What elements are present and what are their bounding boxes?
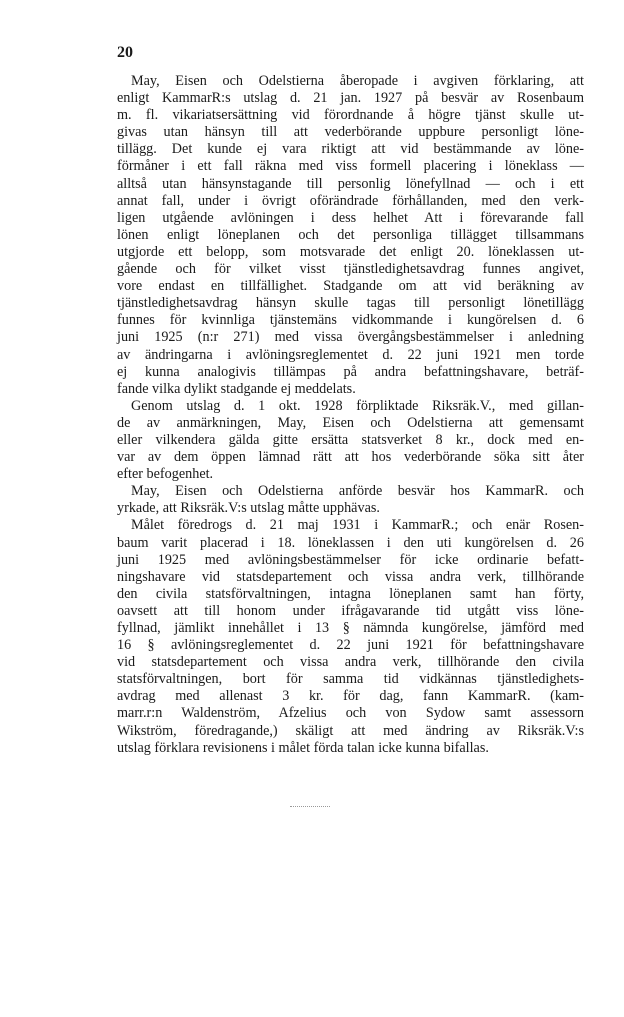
text-line: förmåner i ett fall räkna med viss formell placering i löneklass — xyxy=(117,158,584,175)
text-line: oavsett att till honom under ifrågavarande tid utgått viss löne- xyxy=(117,602,584,619)
text-line: juni 1925 (n:r 271) med vissa övergångsbestämmelser i anledning xyxy=(117,329,584,346)
text-line: 16 § avlöningsreglementet d. 22 juni 1921 för befattningshavare xyxy=(117,637,584,654)
text-line: May, Eisen och Odelstierna åberopade i avgiven förklaring, att xyxy=(131,73,584,89)
text-line: givas utan hänsyn till att vederbörande uppbure personligt löne- xyxy=(117,124,584,141)
text-line: ningshavare vid statsdepartement och vissa andra verk, tillhörande xyxy=(117,568,584,585)
text-line: den civila statsförvaltningen, intagna löneplanen samt han förty, xyxy=(117,585,584,602)
text-line: funnes för kvinnliga tjänstemäns vidkommande i kungörelsen d. 6 xyxy=(117,312,584,329)
text-line: tillägg. Det kunde ej vara riktigt att vid bestämmande av löne- xyxy=(117,141,584,158)
text-line: lönen enligt löneplanen och det personliga tillägget tillsammans xyxy=(117,226,584,243)
text-line: yrkade, att Riksräk.V:s utslag måtte upphävas. xyxy=(117,500,380,517)
text-line: alltså utan hänsynstagande till personlig lönefyllnad — och i ett xyxy=(117,175,584,192)
text-line: juni 1925 med avlöningsbestämmelser för icke ordinarie befatt- xyxy=(117,551,584,568)
text-line: marr.r:n Waldenström, Afzelius och von Sydow samt assessorn xyxy=(117,705,584,722)
text-line: baum varit placerad i 18. löneklassen i den uti kungörelsen d. 26 xyxy=(117,534,584,551)
text-line: gående och för vilket visst tjänstledighetsavdrag funnes angivet, xyxy=(117,261,584,278)
text-line: efter befogenhet. xyxy=(117,466,214,483)
text-line: vore endast en tillfällighet. Stadgande om att vid beräkning av xyxy=(117,278,584,295)
text-line: statsförvaltningen, bort för samma tid vidkännas tjänstledighets- xyxy=(117,671,584,688)
text-line: annat fall, under i övrigt oförändrade förhållanden, med den verk- xyxy=(117,192,584,209)
text-line: May, Eisen och Odelstierna anförde besvär hos KammarR. och xyxy=(131,483,584,500)
text-line: var av dem öppen lämnad rätt att hos vederbörande söka sitt åter xyxy=(117,449,584,466)
text-line: Genom utslag d. 1 okt. 1928 förpliktade Riksräk.V., med gillan- xyxy=(131,397,584,414)
text-line: ligen utgående avlöningen i dess helhet Att i förevarande fall xyxy=(117,209,584,226)
text-line: fyllnad, jämlikt innehållet i 13 § nämnda kungörelse, jämförd med xyxy=(117,620,584,636)
text-line: enligt KammarR:s utslag d. 21 jan. 1927 på besvär av Rosenbaum xyxy=(117,90,584,107)
text-line: avdrag med allenast 3 kr. för dag, fann KammarR. (kam- xyxy=(117,688,584,705)
text-line: de av anmärkningen, May, Eisen och Odelstierna att gemensamt xyxy=(117,414,584,431)
text-line: Wikström, föredragande,) skäligt att med ändring av Riksräk.V:s xyxy=(117,722,584,739)
text-line: eller vilkendera gälda gitte ersätta statsverket 8 kr., dock med en- xyxy=(117,431,584,448)
text-line: vid statsdepartement och vissa andra verk, tillhörande den civila xyxy=(117,654,584,671)
text-line: ej kunna analogivis tillämpas på andra befattningshavare, beträf- xyxy=(117,363,584,380)
page-number: 20 xyxy=(117,44,133,61)
text-line: utslag förklara revisionens i målet förda talan icke kunna bifallas. xyxy=(117,739,489,756)
text-line: utgjorde ett belopp, som motsvarade det enligt 20. löneklassen ut- xyxy=(117,243,584,260)
text-line: Målet föredrogs d. 21 maj 1931 i KammarR.; och enär Rosen- xyxy=(131,517,584,534)
text-line: tjänstledighetsavdrag hänsyn skulle tagas till personligt lönetillägg xyxy=(117,295,584,312)
text-line: fande vilka dylikt stadgande ej meddelats. xyxy=(117,380,356,397)
text-line: m. fl. vikariatsersättning vid förordnande å högre tjänst skulle ut- xyxy=(117,107,584,124)
text-line: av ändringarna i avlöningsreglementet d. 22 juni 1921 men torde xyxy=(117,346,584,363)
body-text xyxy=(117,73,584,757)
end-divider xyxy=(290,806,330,807)
